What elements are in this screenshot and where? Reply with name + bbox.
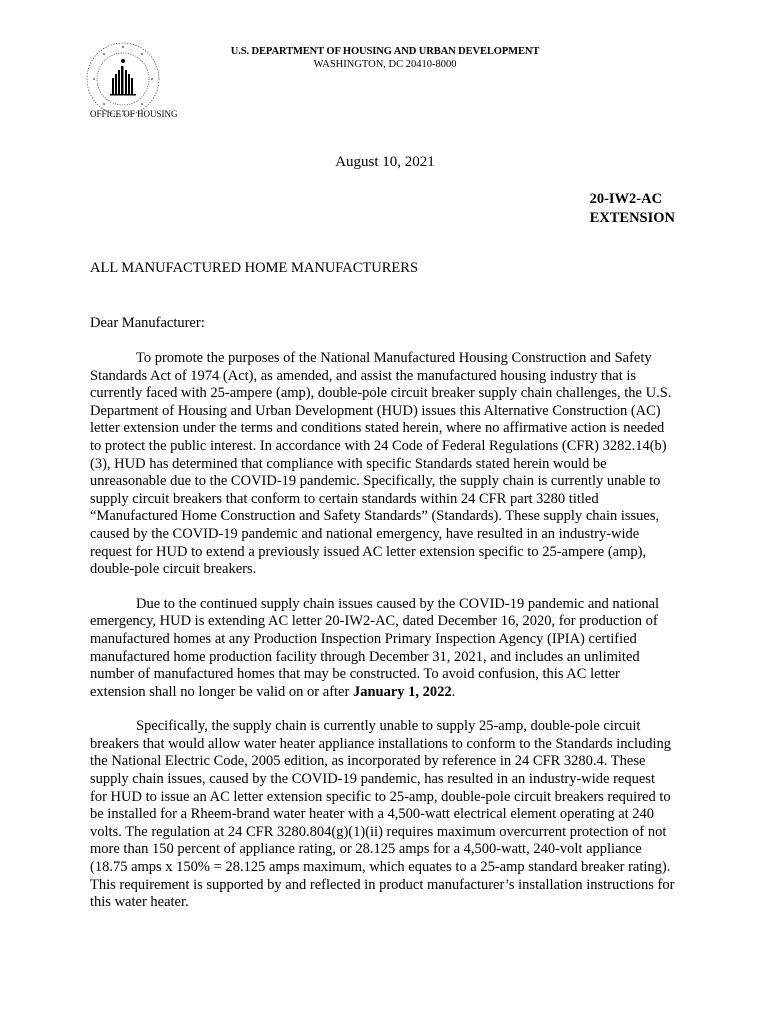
addressee: ALL MANUFACTURED HOME MANUFACTURERS (90, 260, 419, 276)
letter-date: August 10, 2021 (335, 154, 435, 170)
paragraph-1: To promote the purposes of the National Manufactured Housing Construction and Safety Standards Act of 1974 (Act), as amended, and assist the manufactured housing industry that is currently faced with 25-ampere (amp), double-pole circuit breaker supply chain challenges, the U.S. Department of Housing and Urban Development (HUD) issues this Alternative Construction (AC) letter extension under the terms and conditions stated herein, where no affirmative action is needed to protect the public interest. In accordance with 24 Code of Federal Regulations (CFR) 3282.14(b)(3), HUD has determined that compliance with specific Standards stated herein would be unreasonable due to the COVID-19 pandemic. Specifically, the supply chain is currently unable to supply circuit breakers that conform to certain standards within 24 CFR part 3280 titled “Manufactured Home Construction and Safety Standards” (Standards). These supply chain issues, caused by the COVID-19 pandemic and national emergency, have resulted in an industry-wide request for HUD to extend a previously issued AC letter extension specific to 25-ampere (amp), double-pole circuit breakers. (90, 350, 672, 578)
office-name: OFFICE OF HOUSING (90, 109, 178, 119)
letterhead (180, 45, 590, 71)
agency-address: WASHINGTON, DC 20410-8000 (313, 59, 457, 70)
salutation: Dear Manufacturer: (90, 315, 205, 331)
hud-seal (84, 40, 162, 118)
paragraph-3: Specifically, the supply chain is currently unable to supply 25-amp, double-pole circuit breakers that would allow water heater appliance installations to conform to the Standards including the National Electric Code, 2005 edition, as incorporated by reference in 24 CFR 3280.4. These supply chain issues, caused by the COVID-19 pandemic, has resulted in an industry-wide request for HUD to issue an AC letter extension specific to 25-amp, double-pole circuit breakers required to be installed for a Rheem-brand water heater with a 4,500-watt electrical element operating at 240 volts. The regulation at 24 CFR 3280.804(g)(1)(ii) requires maximum overcurrent protection of not more than 150 percent of appliance rating, or 28.125 amps for a 4,500-watt, 240-volt appliance (18.75 amps x 150% = 28.125 amps maximum, which equates to a 25-amp standard breaker rating). This requirement is supported by and reflected in product manufacturer’s installation instructions for this water heater. (90, 718, 675, 911)
hud-seal-icon (84, 40, 162, 118)
agency-name: U.S. DEPARTMENT OF HOUSING AND URBAN DEVELOPMENT (230, 46, 540, 57)
paragraph-2-end: . (451, 683, 456, 700)
paragraph-2-text: Due to the continued supply chain issues caused by the COVID-19 pandemic and national emergency, HUD is extending AC letter 20-IW2-AC, dated December 16, 2020, for production of manufactured homes at any Production Inspection Primary Inspection Agency (IPIA) certified manufactured home production facility through December 31, 2021, and includes an unlimited number of manufactured homes that may be constructed. To avoid confusion, this AC letter extension shall no longer be valid on or after (90, 595, 660, 700)
paragraph-2 (90, 596, 675, 702)
reference-number: 20-IW2-AC (589, 191, 663, 207)
letter-body (90, 350, 675, 929)
expiry-date: January 1, 2022 (352, 683, 452, 700)
reference-type: EXTENSION (589, 210, 675, 226)
reference-block (590, 190, 675, 228)
